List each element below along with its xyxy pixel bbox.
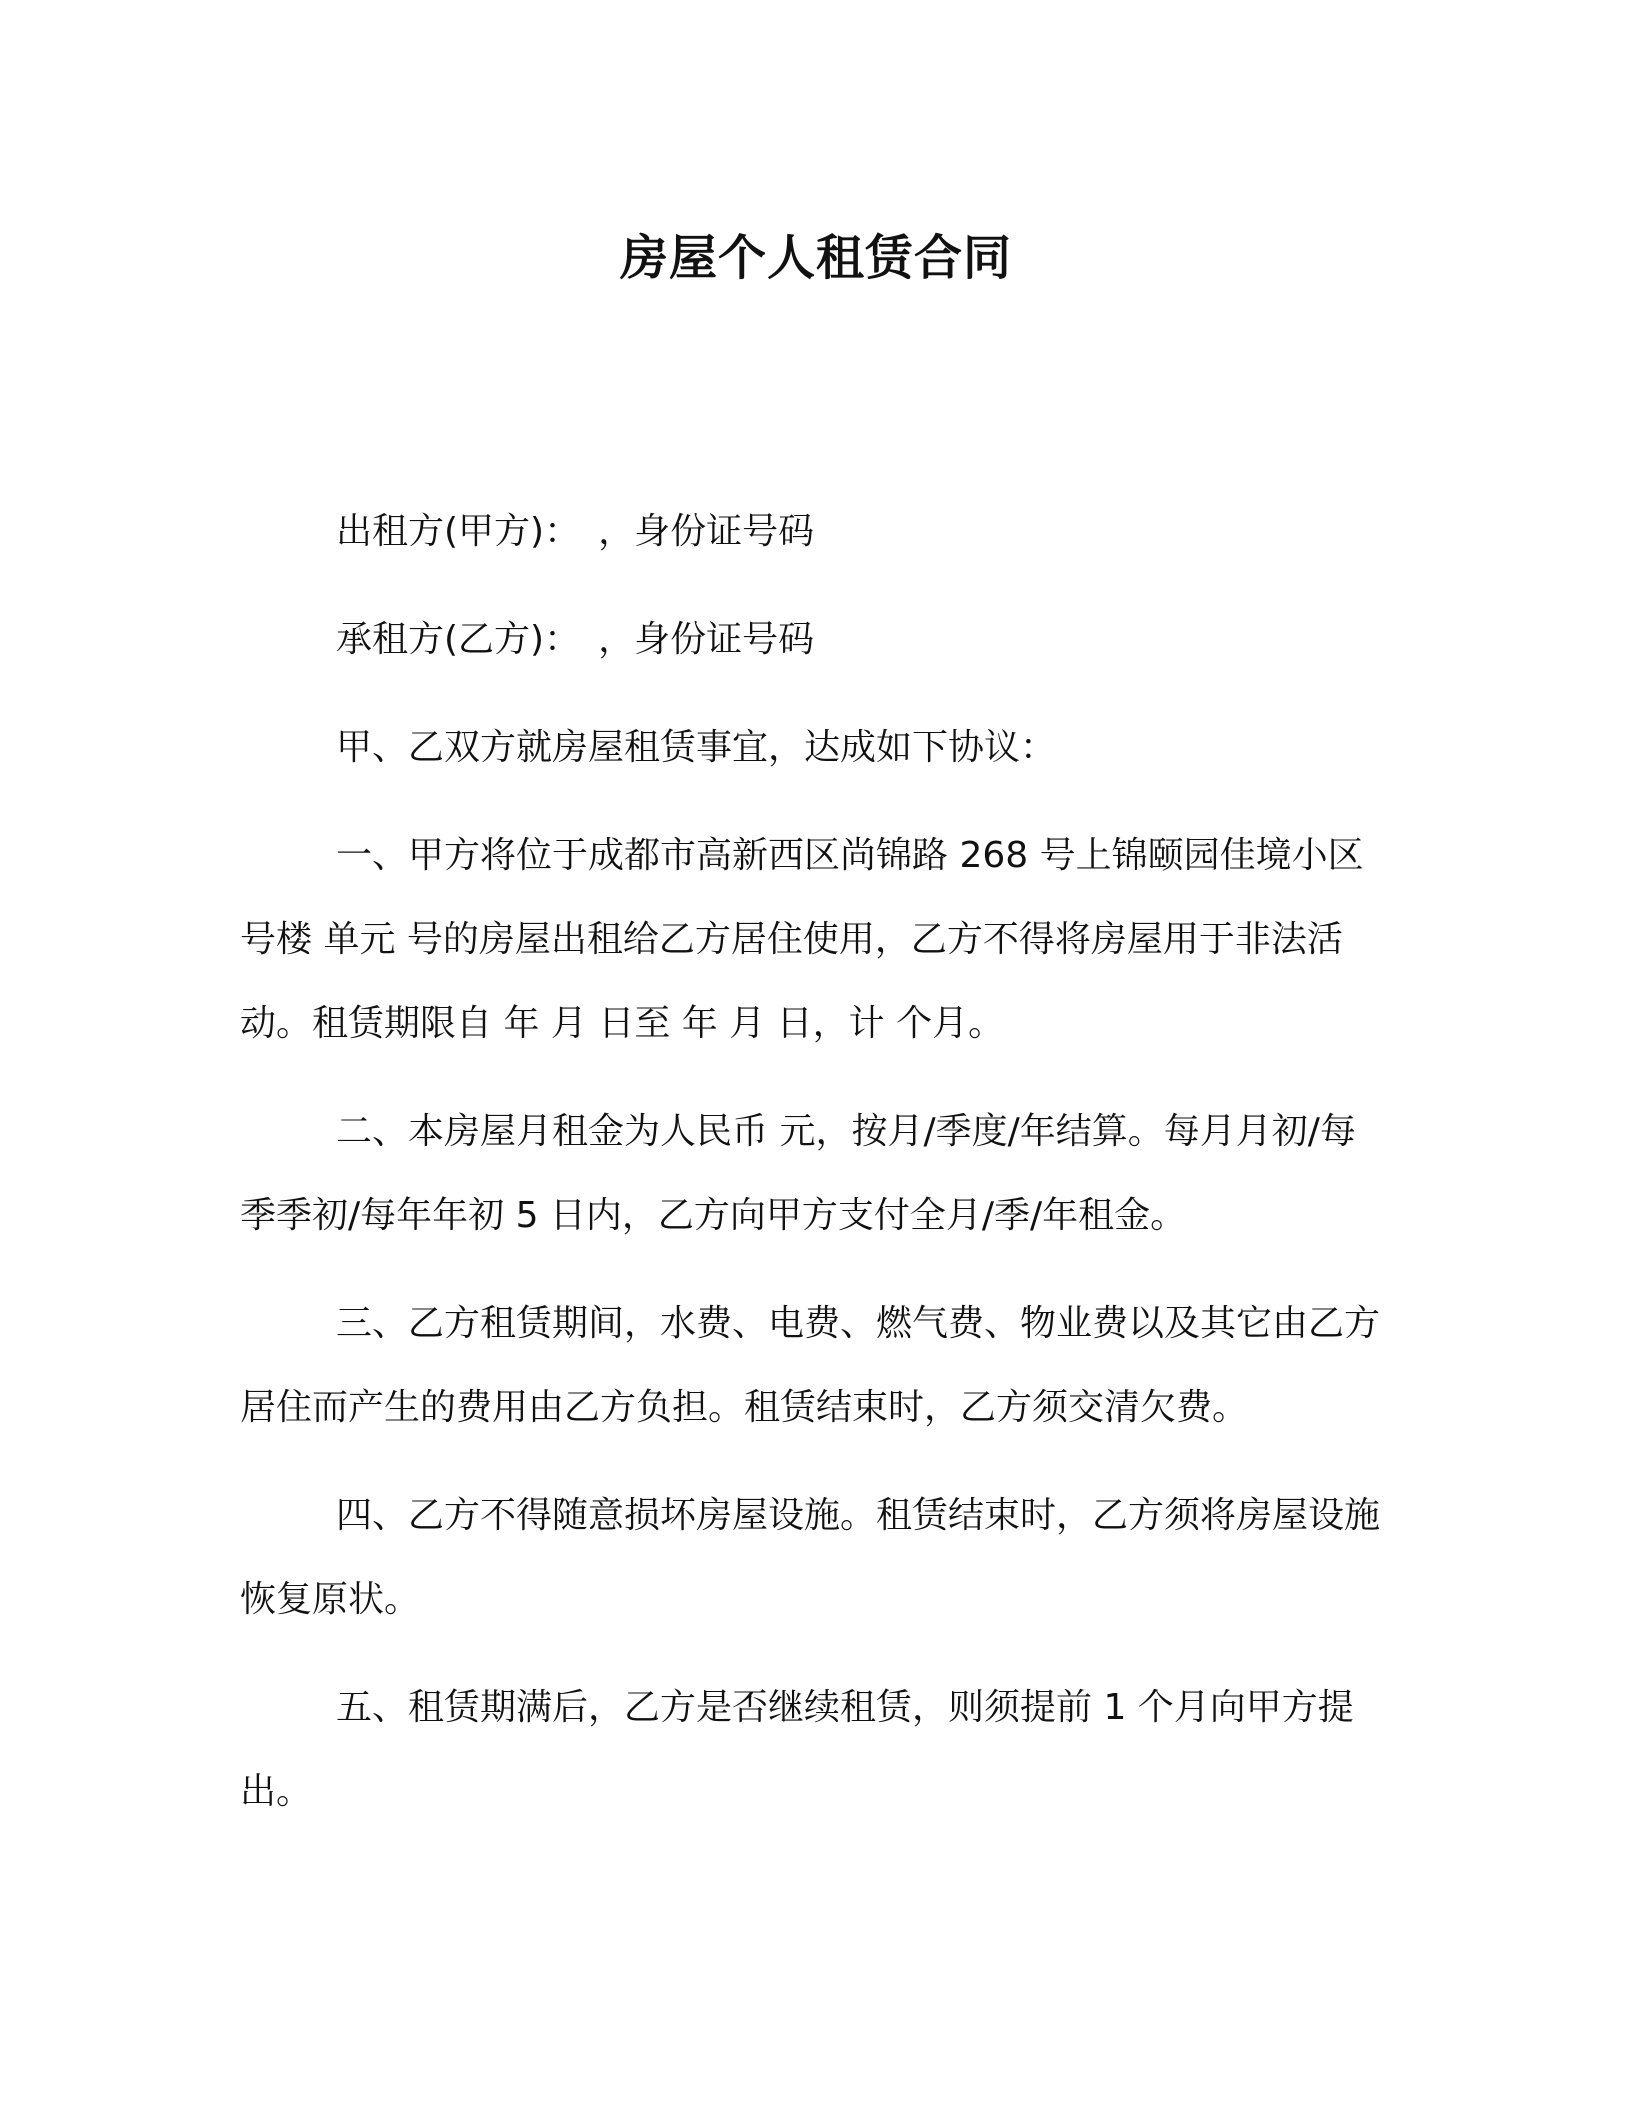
clause-2: 二、本房屋月租金为人民币 元，按月/季度/年结算。每月月初/每季季初/每年年初 5 日内，乙方向甲方支付全月/季/年租金。 <box>240 1111 1356 1236</box>
document-body <box>240 490 1390 1858</box>
lessor-line: 出租方(甲方)： ，身份证号码 <box>336 511 815 552</box>
clause-4: 四、乙方不得随意损坏房屋设施。租赁结束时，乙方须将房屋设施恢复原状。 <box>240 1495 1381 1620</box>
lessee-line: 承租方(乙方)： ，身份证号码 <box>336 619 815 660</box>
agreement-intro: 甲、乙双方就房屋租赁事宜，达成如下协议： <box>336 727 1057 768</box>
clause-3: 三、乙方租赁期间，水费、电费、燃气费、物业费以及其它由乙方居住而产生的费用由乙方负担。租赁结束时，乙方须交清欠费。 <box>240 1303 1381 1428</box>
document-title: 房屋个人租赁合同 <box>619 230 1012 286</box>
clause-5: 五、租赁期满后，乙方是否继续租赁，则须提前 1 个月向甲方提出。 <box>240 1687 1354 1812</box>
clause-1: 一、甲方将位于成都市高新西区尚锦路 268 号上锦颐园佳境小区 号楼 单元 号的房屋出租给乙方居住使用，乙方不得将房屋用于非法活动。租赁期限自 年 月 日至 年 月 日，计 个月。 <box>240 835 1376 1044</box>
